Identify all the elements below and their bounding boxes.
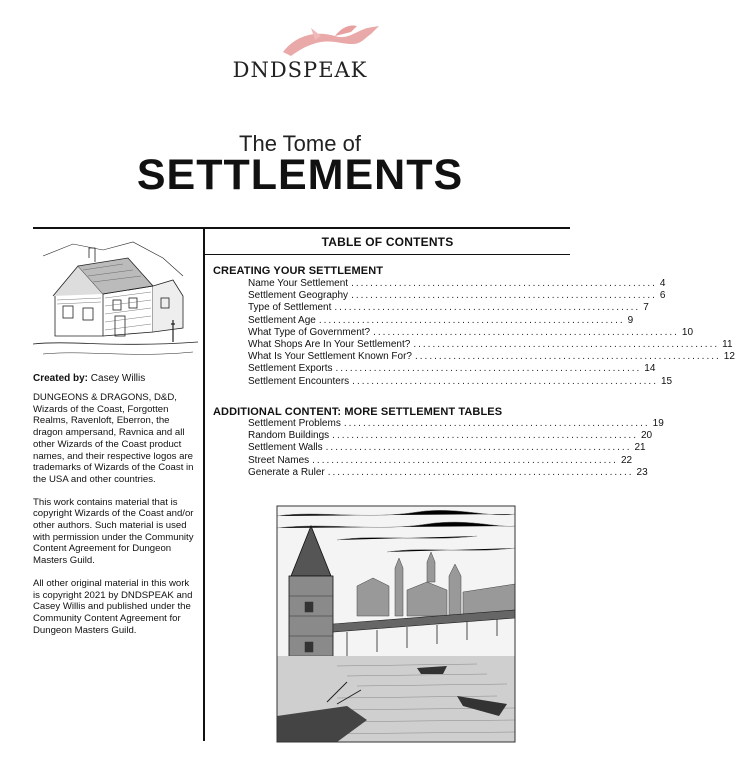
toc-entry-label: What Shops Are In Your Settlement?: [248, 338, 411, 350]
toc-entry-label: Street Names: [248, 454, 310, 466]
house-illustration: [33, 236, 198, 364]
toc-entry-page: 20: [640, 430, 653, 442]
toc-entry-page: 7: [643, 302, 649, 314]
toc-entry[interactable]: Settlement Geography ................................................................ 6: [248, 290, 666, 302]
city-bridge-illustration: [277, 506, 515, 742]
toc-entry[interactable]: Street Names ................................................................ 22: [248, 454, 633, 466]
toc-list-creating: [248, 278, 735, 388]
original-material-paragraph: All other original material in this work is copyright 2021 by DNDSPEAK and Casey Willis and published under the Community Content Agreement for Dungeon Masters Guild.: [33, 577, 193, 636]
toc-entry-label: Settlement Walls: [248, 442, 323, 454]
legal-sidebar: [33, 392, 198, 647]
toc-entry[interactable]: Name Your Settlement ................................................................ 4: [248, 278, 666, 289]
toc-entry-page: 21: [634, 442, 646, 454]
toc-section-title: CREATING YOUR SETTLEMENT: [213, 265, 384, 277]
logo-text: DNDSPEAK: [232, 58, 368, 82]
toc-entry-label: Settlement Problems: [248, 418, 341, 429]
toc-entry-page: 12: [723, 351, 735, 363]
toc-entry-page: 11: [722, 338, 733, 350]
toc-entry[interactable]: Settlement Problems ................................................................ 19: [248, 418, 664, 429]
toc-entry-label: Generate a Ruler: [248, 466, 325, 478]
toc-entry-page: 23: [636, 466, 648, 478]
toc-entry[interactable]: Settlement Age ................................................................ 9: [248, 314, 634, 326]
toc-entry-label: Settlement Geography: [248, 290, 349, 302]
toc-entry-label: Settlement Encounters: [248, 375, 350, 387]
toc-entry[interactable]: Generate a Ruler ................................................................ 23: [248, 466, 648, 478]
toc-entry[interactable]: What Shops Are In Your Settlement? ................................................................ 11: [248, 338, 733, 350]
toc-entry[interactable]: What Is Your Settlement Known For? ................................................................ 12: [248, 351, 735, 363]
toc-divider: [205, 254, 570, 255]
toc-entry-label: Settlement Age: [248, 314, 316, 326]
dragon-logo-icon: [275, 22, 385, 60]
credit-author: Casey Willis: [90, 373, 146, 384]
toc-entry-page: 4: [659, 278, 666, 289]
toc-entry[interactable]: Random Buildings ................................................................ 20: [248, 430, 653, 442]
toc-entry[interactable]: What Type of Government? ................................................................ 10: [248, 326, 694, 338]
credit-label: Created by:: [33, 373, 89, 384]
toc-heading: TABLE OF CONTENTS: [321, 235, 454, 249]
dndspeak-logo: [0, 22, 600, 82]
toc-entry-label: Random Buildings: [248, 430, 330, 442]
toc-list-additional: [248, 418, 664, 479]
toc-entry[interactable]: Type of Settlement ................................................................ 7: [248, 302, 649, 314]
toc-entry-page: 9: [627, 314, 634, 326]
toc-entry[interactable]: Settlement Exports ................................................................ 14: [248, 363, 656, 375]
toc-entry-label: What Is Your Settlement Known For?: [248, 351, 412, 363]
toc-entry-page: 6: [659, 290, 666, 302]
toc-entry-page: 22: [620, 454, 633, 466]
toc-section-title: ADDITIONAL CONTENT: MORE SETTLEMENT TABLES: [213, 406, 503, 418]
horizontal-divider: [33, 227, 570, 229]
toc-entry[interactable]: Settlement Walls ................................................................ 21: [248, 442, 646, 454]
toc-entry-page: 10: [681, 326, 694, 338]
credit-line: [33, 373, 198, 384]
vertical-divider: [203, 227, 205, 741]
toc-entry[interactable]: Settlement Encounters ................................................................ 15: [248, 375, 673, 387]
toc-entry-page: 15: [660, 375, 673, 387]
toc-entry-label: Type of Settlement: [248, 302, 332, 314]
title-subtitle: The Tome of: [239, 131, 361, 156]
toc-entry-page: 14: [644, 363, 656, 375]
trademark-paragraph: DUNGEONS & DRAGONS, D&D, Wizards of the Coast, Forgotten Realms, Ravenloft, Eberron, the dragon ampersand, Ravnica and all other Wizards of the Coast product names, and their respective logos are trademarks of Wizards of the Coast in the USA and other countries.: [33, 392, 194, 485]
toc-entry-label: What Type of Government?: [248, 326, 371, 338]
copyright-paragraph: This work contains material that is copyright Wizards of the Coast and/or other authors. Such material is used with permission under the Community Content Agreement for Dungeon Masters Guild.: [33, 496, 194, 567]
toc-entry-label: Name Your Settlement: [248, 278, 349, 289]
page-title: SETTLEMENTS: [136, 151, 464, 199]
toc-entry-page: 19: [652, 418, 664, 429]
toc-entry-label: Settlement Exports: [248, 363, 333, 375]
